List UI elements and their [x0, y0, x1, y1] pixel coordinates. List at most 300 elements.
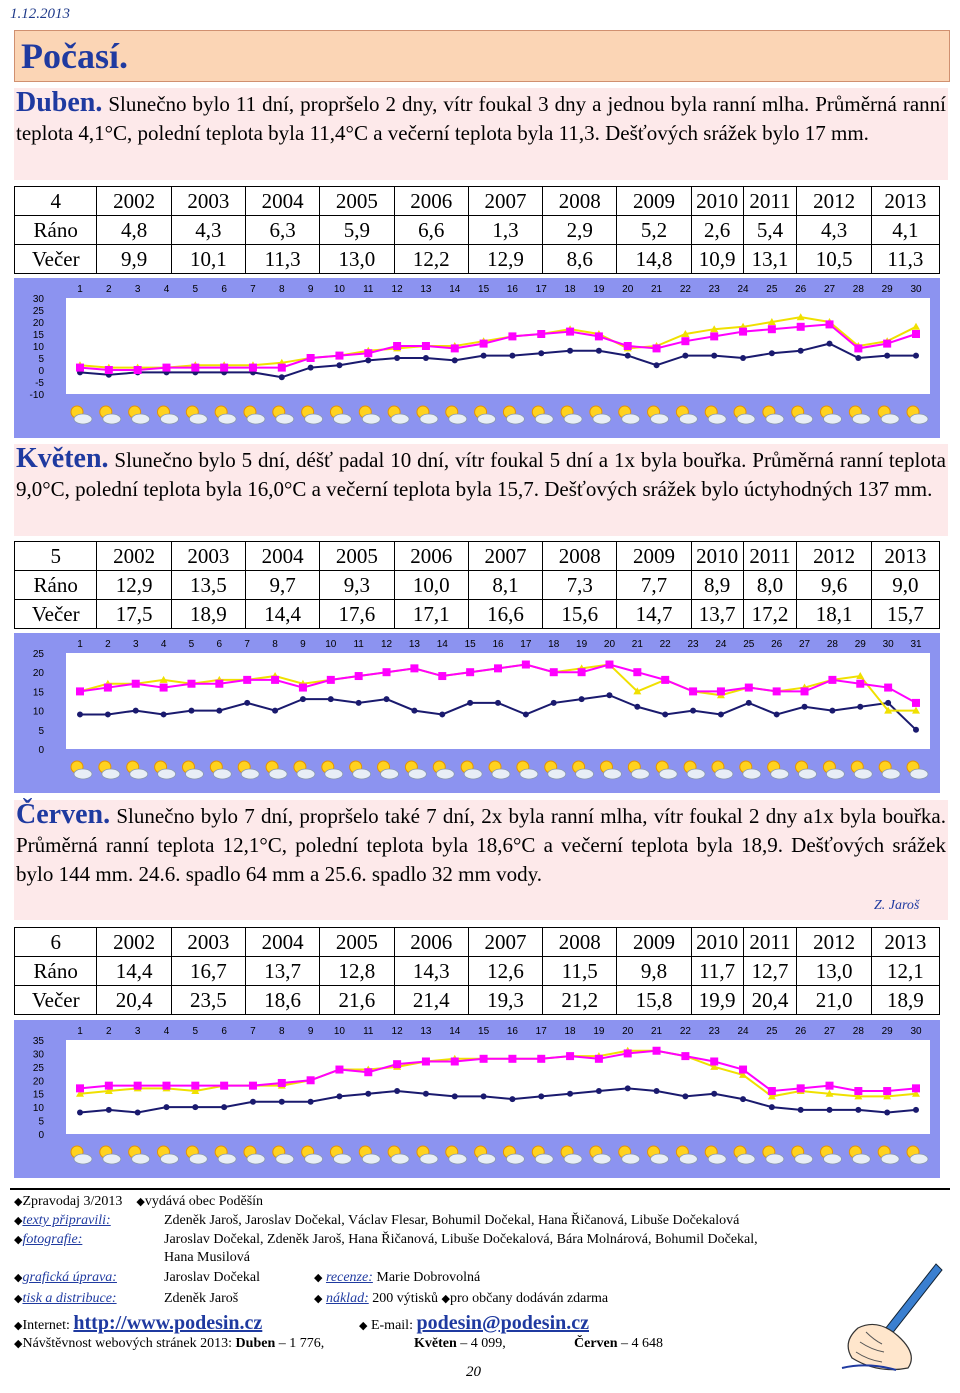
- table-cell: 2013: [871, 187, 939, 216]
- data-point: [740, 355, 746, 361]
- x-tick-label: 21: [650, 1026, 663, 1037]
- cloud-icon: [535, 414, 553, 424]
- table-cell: 14,8: [617, 245, 691, 274]
- table-cell: 2010: [691, 187, 743, 216]
- website-link[interactable]: http://www.podesin.cz: [73, 1312, 263, 1334]
- data-point: [220, 1082, 228, 1090]
- bullet-icon: ◆: [441, 1293, 450, 1305]
- data-point: [422, 342, 430, 350]
- data-point: [438, 672, 446, 680]
- data-point: [710, 332, 718, 340]
- table-cell: 2010: [691, 928, 743, 957]
- cloud-icon: [276, 414, 294, 424]
- x-tick-label: 31: [910, 639, 922, 650]
- bullet-icon: ◆: [14, 1234, 23, 1246]
- data-point: [634, 704, 640, 710]
- data-point: [551, 700, 557, 706]
- data-point: [451, 1057, 459, 1065]
- table-cell: 2009: [617, 542, 691, 571]
- table-cell: 2011: [743, 928, 797, 957]
- x-tick-label: 17: [535, 284, 547, 295]
- cloud-icon: [564, 414, 582, 424]
- cloud-icon: [158, 769, 176, 779]
- x-tick-label: 18: [564, 1026, 576, 1037]
- cloud-icon: [603, 769, 621, 779]
- data-point: [187, 680, 195, 688]
- table-cell: 10,5: [797, 245, 871, 274]
- data-point: [191, 364, 199, 372]
- y-tick-label: 10: [32, 342, 44, 353]
- x-tick-label: 2: [106, 284, 112, 295]
- data-point: [307, 354, 315, 362]
- divider: [10, 1188, 950, 1190]
- data-point: [798, 1107, 804, 1113]
- cloud-icon: [593, 1154, 611, 1164]
- x-tick-label: 29: [854, 639, 866, 650]
- x-tick-label: 5: [192, 1026, 199, 1037]
- x-tick-label: 3: [132, 639, 139, 650]
- cloud-icon: [881, 1154, 899, 1164]
- data-table-june: [14, 927, 940, 1015]
- data-point: [654, 1088, 660, 1094]
- visits-june-label: Červen: [574, 1336, 618, 1351]
- data-point: [566, 1052, 574, 1060]
- table-cell: 14,7: [617, 600, 691, 629]
- data-point: [537, 330, 545, 338]
- data-point: [481, 1093, 487, 1099]
- data-point: [308, 1099, 314, 1105]
- data-point: [538, 350, 544, 356]
- cloud-icon: [103, 1154, 121, 1164]
- cloud-icon: [362, 1154, 380, 1164]
- x-tick-label: 13: [408, 639, 420, 650]
- x-tick-label: 4: [163, 1026, 170, 1037]
- table-cell: 15,6: [543, 600, 617, 629]
- x-tick-label: 26: [771, 639, 783, 650]
- table-cell: 7,3: [543, 571, 617, 600]
- cloud-icon: [737, 1154, 755, 1164]
- data-point: [690, 708, 696, 714]
- table-cell: 5,9: [320, 216, 394, 245]
- table-cell: 15,8: [617, 986, 691, 1015]
- cloud-icon: [102, 769, 120, 779]
- x-tick-label: 9: [307, 1026, 314, 1037]
- table-cell: 18,9: [171, 600, 245, 629]
- data-point: [244, 700, 250, 706]
- data-point: [797, 1084, 805, 1092]
- table-cell: 2003: [171, 928, 245, 957]
- cloud-icon: [492, 769, 510, 779]
- cloud-icon: [218, 1154, 236, 1164]
- table-cell: 2011: [743, 542, 797, 571]
- cloud-icon: [520, 769, 538, 779]
- data-point: [769, 350, 775, 356]
- data-point: [884, 1110, 890, 1116]
- data-point: [162, 1082, 170, 1090]
- naklad-value: 200 výtisků: [372, 1291, 438, 1306]
- table-cell: 2,9: [543, 216, 617, 245]
- x-tick-label: 8: [272, 639, 278, 650]
- x-tick-label: 14: [449, 1026, 461, 1037]
- data-point: [711, 353, 717, 359]
- cloud-icon: [881, 414, 899, 424]
- y-tick-label: 35: [32, 1036, 44, 1047]
- table-cell: 12,7: [743, 957, 797, 986]
- data-point: [393, 342, 401, 350]
- bullet-icon: ◆: [14, 1272, 23, 1284]
- plot-area: [66, 298, 930, 394]
- table-cell: 21,6: [320, 986, 394, 1015]
- cloud-icon: [74, 414, 92, 424]
- data-point: [661, 676, 669, 684]
- data-point: [271, 676, 279, 684]
- data-point: [769, 1104, 775, 1110]
- bullet-icon: ◆: [136, 1196, 145, 1208]
- month-text: Slunečno bylo 11 dní, propršelo 2 dny, vítr foukal 3 dny a jednou byla ranní mlha. Průměrná ranní teplota 4,1°C, polední teplota byla 11,4°C a večerní teplota byla 11,3. Dešťových srážek bylo 17 mm.: [16, 92, 946, 145]
- x-tick-label: 27: [823, 284, 836, 295]
- table-cell: 20,4: [743, 986, 797, 1015]
- visits-may-label: Květen: [414, 1336, 457, 1351]
- table-cell: 2013: [871, 928, 939, 957]
- cloud-icon: [305, 414, 323, 424]
- cloud-icon: [381, 769, 399, 779]
- data-point: [76, 1084, 84, 1092]
- data-point: [105, 1082, 113, 1090]
- data-point: [537, 1055, 545, 1063]
- data-point: [104, 684, 112, 692]
- cloud-icon: [622, 414, 640, 424]
- x-tick-label: 18: [548, 639, 560, 650]
- data-point: [567, 1091, 573, 1097]
- table-cell: 13,1: [743, 245, 797, 274]
- table-cell: 2012: [797, 542, 871, 571]
- data-point: [336, 1093, 342, 1099]
- visits-june: – 4 648: [621, 1336, 664, 1351]
- bullet-icon: ◆: [14, 1293, 23, 1305]
- data-point: [768, 1087, 776, 1095]
- table-cell: 2009: [617, 187, 691, 216]
- x-tick-label: 6: [221, 284, 227, 295]
- data-table-may: [14, 541, 940, 629]
- table-cell: 6,3: [245, 216, 319, 245]
- cloud-icon: [852, 1154, 870, 1164]
- data-point: [567, 348, 573, 354]
- table-cell: 10,9: [691, 245, 743, 274]
- bullet-icon: ◆: [14, 1338, 23, 1350]
- data-point: [494, 664, 502, 672]
- table-row: [15, 928, 940, 957]
- distribution-note: pro občany dodáván zdarma: [449, 1291, 609, 1306]
- data-point: [595, 332, 603, 340]
- data-point: [682, 1093, 688, 1099]
- visits-label: Návštěvnost webových stránek 2013:: [22, 1336, 233, 1351]
- x-tick-label: 15: [478, 284, 490, 295]
- table-cell: 8,6: [543, 245, 617, 274]
- cloud-icon: [679, 414, 697, 424]
- data-point: [336, 362, 342, 368]
- data-point: [509, 353, 515, 359]
- table-cell: 12,9: [468, 245, 542, 274]
- data-point: [739, 1066, 747, 1074]
- data-point: [134, 366, 142, 374]
- y-tick-label: 30: [32, 1049, 44, 1061]
- bullet-icon: ◆: [314, 1272, 323, 1284]
- x-tick-label: 19: [593, 1026, 605, 1037]
- data-point: [523, 711, 529, 717]
- table-cell: Ráno: [15, 571, 97, 600]
- data-point: [221, 1104, 227, 1110]
- table-cell: 5: [15, 542, 97, 571]
- x-tick-label: 7: [250, 1026, 256, 1037]
- table-cell: 2003: [171, 542, 245, 571]
- table-cell: 21,4: [394, 986, 468, 1015]
- table-cell: Večer: [15, 245, 97, 274]
- table-cell: 18,1: [797, 600, 871, 629]
- data-point: [279, 374, 285, 380]
- cloud-icon: [631, 769, 649, 779]
- x-tick-label: 27: [798, 639, 811, 650]
- table-cell: 19,9: [691, 986, 743, 1015]
- table-row: [15, 571, 940, 600]
- x-tick-label: 5: [192, 284, 199, 295]
- table-cell: 8,1: [468, 571, 542, 600]
- data-point: [653, 1047, 661, 1055]
- x-tick-label: 18: [564, 284, 576, 295]
- data-point: [308, 365, 314, 371]
- x-tick-label: 10: [325, 639, 337, 650]
- internet-label: Internet:: [22, 1318, 70, 1333]
- table-cell: 6,6: [394, 216, 468, 245]
- y-tick-label: 30: [32, 294, 44, 305]
- cloud-icon: [622, 1154, 640, 1164]
- data-point: [220, 364, 228, 372]
- x-tick-label: 9: [300, 639, 306, 650]
- cloud-icon: [478, 414, 496, 424]
- x-tick-label: 17: [520, 639, 532, 650]
- page-title-box: [14, 30, 950, 82]
- data-point: [495, 700, 501, 706]
- x-tick-label: 20: [622, 1026, 634, 1037]
- table-row: [15, 216, 940, 245]
- cloud-icon: [506, 1154, 524, 1164]
- y-tick-label: 0: [38, 745, 44, 756]
- data-point: [452, 357, 458, 363]
- cloud-icon: [408, 769, 426, 779]
- data-point: [410, 664, 418, 672]
- cloud-icon: [766, 1154, 784, 1164]
- chart-june: [14, 1020, 940, 1178]
- data-point: [740, 1096, 746, 1102]
- data-point: [624, 1049, 632, 1057]
- data-point: [162, 364, 170, 372]
- table-cell: 11,3: [245, 245, 319, 274]
- x-tick-label: 24: [715, 639, 727, 650]
- x-tick-label: 28: [826, 639, 838, 650]
- x-tick-label: 24: [737, 284, 749, 295]
- tisk-author: Zdeněk Jaroš: [164, 1291, 239, 1306]
- table-cell: Večer: [15, 986, 97, 1015]
- data-point: [596, 1088, 602, 1094]
- month-paragraph-june: [14, 800, 948, 920]
- y-tick-label: 5: [38, 354, 44, 365]
- table-cell: 2002: [97, 187, 171, 216]
- data-point: [161, 711, 167, 717]
- data-point: [133, 708, 139, 714]
- cloud-icon: [766, 414, 784, 424]
- table-cell: 14,4: [97, 957, 171, 986]
- month-paragraph-may: [14, 444, 948, 536]
- data-point: [384, 696, 390, 702]
- cloud-icon: [185, 769, 203, 779]
- rec-author: Marie Dobrovolná: [376, 1270, 481, 1285]
- x-tick-label: 1: [77, 1026, 83, 1037]
- table-cell: 2007: [468, 542, 542, 571]
- data-point: [393, 1060, 401, 1068]
- visits-april-label: Duben: [235, 1336, 276, 1351]
- table-cell: Večer: [15, 600, 97, 629]
- data-point: [857, 704, 863, 710]
- x-tick-label: 1: [77, 284, 83, 295]
- month-name: Červen.: [16, 799, 111, 830]
- data-point: [827, 1107, 833, 1113]
- y-tick-label: -10: [29, 390, 44, 401]
- cloud-icon: [910, 769, 928, 779]
- cloud-icon: [799, 769, 817, 779]
- x-tick-label: 12: [391, 1026, 403, 1037]
- data-point: [689, 687, 697, 695]
- x-tick-label: 2: [106, 1026, 112, 1037]
- y-tick-label: 10: [32, 1103, 44, 1115]
- table-cell: 4,3: [797, 216, 871, 245]
- x-tick-label: 3: [134, 284, 141, 295]
- bullet-icon: ◆: [359, 1320, 368, 1332]
- data-table-april: [14, 186, 940, 274]
- data-point: [717, 687, 725, 695]
- cloud-icon: [687, 769, 705, 779]
- data-point: [855, 355, 861, 361]
- cloud-icon: [824, 1154, 842, 1164]
- table-cell: 23,5: [171, 986, 245, 1015]
- cloud-icon: [132, 1154, 150, 1164]
- data-point: [550, 668, 558, 676]
- data-point: [913, 353, 919, 359]
- cloud-icon: [160, 414, 178, 424]
- y-tick-label: 20: [32, 668, 44, 680]
- table-cell: 5,4: [743, 216, 797, 245]
- cloud-icon: [333, 414, 351, 424]
- data-point: [522, 661, 530, 669]
- data-point: [335, 352, 343, 360]
- table-cell: 2005: [320, 187, 394, 216]
- table-cell: 2005: [320, 542, 394, 571]
- cloud-icon: [478, 1154, 496, 1164]
- table-cell: 13,7: [245, 957, 319, 986]
- data-point: [828, 676, 836, 684]
- data-point: [633, 668, 641, 676]
- table-cell: 2008: [543, 187, 617, 216]
- table-cell: 5,2: [617, 216, 691, 245]
- y-tick-label: 15: [32, 330, 44, 341]
- data-point: [192, 1104, 198, 1110]
- cloud-icon: [391, 414, 409, 424]
- cloud-icon: [535, 1154, 553, 1164]
- month-name: Duben.: [16, 87, 103, 118]
- data-point: [578, 668, 586, 676]
- data-point: [134, 1082, 142, 1090]
- table-cell: 14,4: [245, 600, 319, 629]
- table-cell: 12,6: [468, 957, 542, 986]
- data-point: [509, 1096, 515, 1102]
- data-point: [884, 684, 892, 692]
- cloud-icon: [715, 769, 733, 779]
- data-point: [883, 1087, 891, 1095]
- x-tick-label: 8: [279, 284, 285, 295]
- x-tick-label: 16: [506, 1026, 518, 1037]
- table-cell: 11,7: [691, 957, 743, 986]
- data-point: [662, 711, 668, 717]
- cloud-icon: [449, 414, 467, 424]
- tisk-label: tisk a distribuce:: [22, 1291, 117, 1306]
- cloud-icon: [189, 1154, 207, 1164]
- data-point: [422, 1057, 430, 1065]
- table-cell: 2007: [468, 928, 542, 957]
- table-cell: Ráno: [15, 216, 97, 245]
- data-point: [272, 708, 278, 714]
- x-tick-label: 11: [363, 1026, 374, 1037]
- data-point: [76, 364, 84, 372]
- data-point: [710, 1057, 718, 1065]
- foto-label: fotografie:: [22, 1232, 83, 1247]
- x-tick-label: 9: [307, 284, 314, 295]
- data-point: [854, 1087, 862, 1095]
- x-tick-label: 25: [743, 639, 755, 650]
- x-tick-label: 25: [766, 284, 778, 295]
- y-tick-label: 20: [32, 1076, 44, 1088]
- cloud-icon: [882, 769, 900, 779]
- data-point: [249, 364, 257, 372]
- table-cell: 9,7: [245, 571, 319, 600]
- table-cell: 11,5: [543, 957, 617, 986]
- data-point: [885, 700, 891, 706]
- x-tick-label: 12: [380, 639, 393, 650]
- x-tick-label: 12: [391, 284, 403, 295]
- data-point: [718, 711, 724, 717]
- author: Z. Jaroš: [874, 898, 920, 913]
- x-tick-label: 15: [464, 639, 476, 650]
- x-tick-label: 10: [333, 1026, 346, 1037]
- cloud-icon: [189, 414, 207, 424]
- data-point: [774, 711, 780, 717]
- graf-label: grafická úprava:: [22, 1270, 117, 1285]
- data-point: [606, 692, 612, 698]
- x-tick-label: 23: [687, 639, 699, 650]
- email-link[interactable]: podesin@podesin.cz: [416, 1312, 589, 1334]
- data-point: [278, 1079, 286, 1087]
- y-tick-label: 20: [32, 318, 44, 329]
- cloud-icon: [305, 1154, 323, 1164]
- chart-may: [14, 633, 940, 793]
- cloud-icon: [824, 414, 842, 424]
- x-tick-label: 16: [492, 639, 504, 650]
- graf-author: Jaroslav Dočekal: [164, 1270, 261, 1285]
- data-point: [854, 344, 862, 352]
- x-tick-label: 19: [593, 284, 605, 295]
- table-cell: 15,7: [871, 600, 939, 629]
- y-tick-label: 0: [38, 1130, 44, 1141]
- table-cell: 6: [15, 928, 97, 957]
- data-point: [300, 696, 306, 702]
- cloud-icon: [297, 769, 315, 779]
